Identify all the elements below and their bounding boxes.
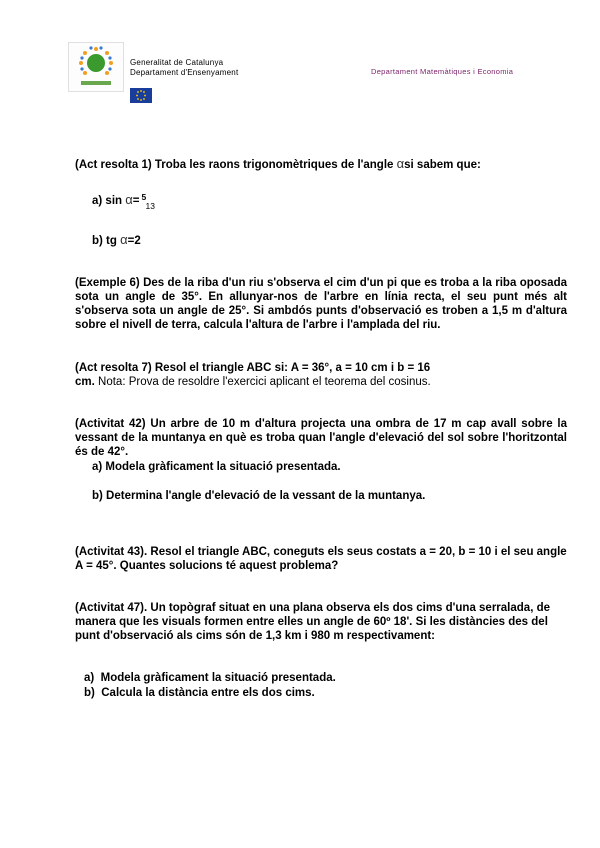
act1-part-b bbox=[92, 233, 141, 248]
act47-part-b bbox=[84, 686, 315, 700]
act1-title-end: si sabem que: bbox=[404, 159, 481, 171]
fraction-numerator: 5 bbox=[141, 191, 147, 202]
act1-title-text: (Act resolta 1) Troba les raons trigonomètriques de l'angle bbox=[75, 159, 397, 171]
act7-unit: cm. bbox=[75, 376, 95, 388]
act1-a-eq: = bbox=[132, 195, 140, 207]
act1-part-a bbox=[92, 191, 155, 211]
act42-part-b: b) Determina l'angle d'elevació de la vessant de la muntanya. bbox=[92, 490, 426, 502]
act7-note: Nota: Prova de resoldre l'exercici aplicant el teorema del cosinus. bbox=[94, 376, 431, 388]
list-marker: a) bbox=[84, 672, 95, 684]
act7-line2 bbox=[75, 375, 567, 389]
act42-text: (Activitat 42) Un arbre de 10 m d'altura projecta una ombra de 17 m cap avall sobre la vessant de la muntanya en què es troba quan l'angle d'elevació del sol sobre l'horitzontal és de 42°. bbox=[75, 418, 567, 458]
example6-text: (Exemple 6) Des de la riba d'un riu s'observa el cim d'un pi que es troba a la riba oposada sota un angle de 35°. En allunyar-nos de l'arbre en línia recta, el seu punt més alt s'observa sota un angle de 25°. Si ambdós punts d'observació es troben a 1,5 m d'altura sobre el nivell de terra, calcula l'altura de l'arbre i l'amplada del riu. bbox=[75, 277, 567, 331]
list-marker: b) bbox=[84, 687, 95, 699]
act47-b-text: Calcula la distància entre els dos cims. bbox=[101, 687, 315, 699]
alpha-symbol: α bbox=[120, 232, 128, 247]
generalitat-name: Generalitat de Catalunya bbox=[130, 58, 224, 67]
alpha-symbol: α bbox=[396, 156, 405, 171]
act42-part-a: a) Modela gràficament la situació presentada. bbox=[92, 461, 341, 473]
alpha-symbol: α bbox=[125, 192, 133, 207]
act1-b-label: b) tg bbox=[92, 235, 121, 247]
department-ensenyament: Departament d'Ensenyament bbox=[130, 68, 239, 77]
generalitat-header bbox=[130, 58, 238, 78]
act47-a-text: Modela gràficament la situació presentada. bbox=[100, 672, 336, 684]
act7-line1: (Act resolta 7) Resol el triangle ABC si: A = 36°, a = 10 cm i b = 16 bbox=[75, 362, 431, 374]
act47-part-a bbox=[84, 671, 336, 685]
school-logo bbox=[68, 42, 124, 92]
act1-a-label: a) sin bbox=[92, 195, 126, 207]
act47-text: (Activitat 47). Un topògraf situat en una plana observa els dos cims d'una serralada, de manera que les visuals formen entre elles un angle de 60º 18'. Si les distàncies des del punt d'observació als cims són de 1,3 km i 980 m respectivament: bbox=[75, 602, 550, 642]
act1-b-eq: =2 bbox=[127, 235, 141, 247]
fraction-denominator: 13 bbox=[145, 200, 155, 211]
department-title: Departament Matemàtiques i Economia bbox=[371, 67, 514, 76]
fraction bbox=[139, 191, 155, 211]
act1-title bbox=[75, 157, 575, 172]
eu-flag bbox=[130, 88, 152, 103]
act43-text: (Activitat 43). Resol el triangle ABC, coneguts els seus costats a = 20, b = 10 i el seu angle A = 45°. Quantes solucions té aquest problema? bbox=[75, 546, 567, 572]
